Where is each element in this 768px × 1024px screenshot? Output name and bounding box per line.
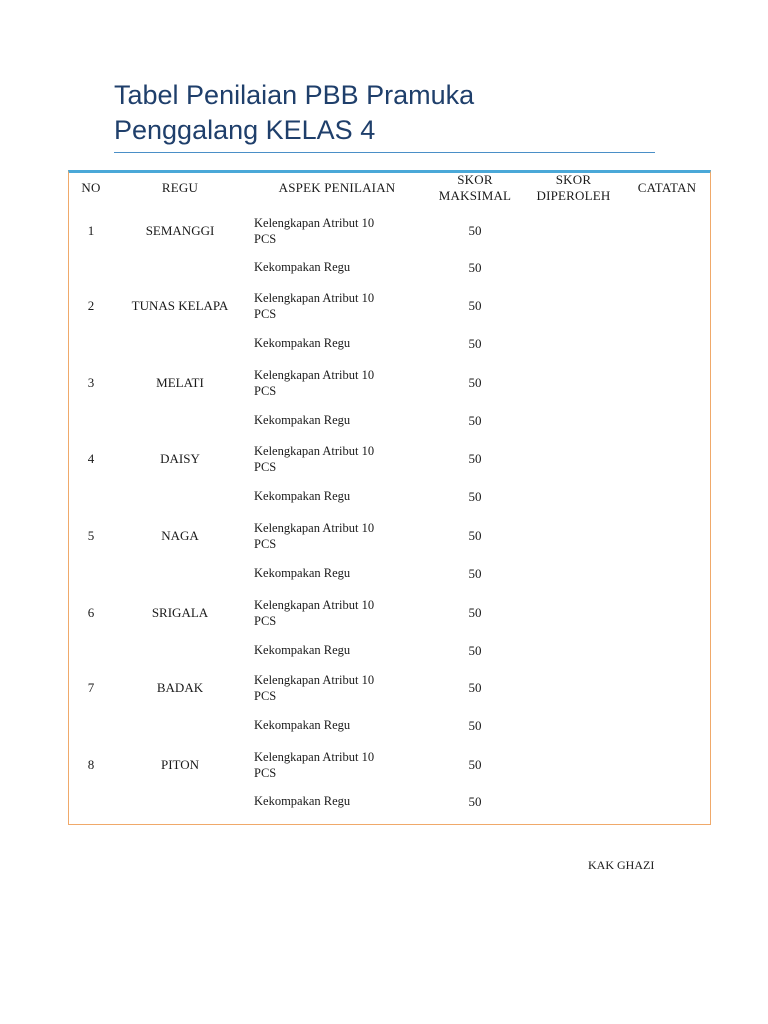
row-aspek-atribut-line1: Kelengkapan Atribut 10 xyxy=(254,444,375,458)
row-aspek-atribut-line2: PCS xyxy=(254,460,277,474)
row-skor-maksimal: 50 xyxy=(468,643,482,658)
row-aspek-atribut-line2: PCS xyxy=(254,537,277,551)
row-skor-maksimal: 50 xyxy=(468,413,482,428)
row-no: 7 xyxy=(87,680,95,695)
row-skor-maksimal: 50 xyxy=(468,451,482,466)
row-skor-maksimal: 50 xyxy=(468,298,482,313)
header-skor-diperoleh-line2: DIPEROLEH xyxy=(536,188,611,203)
row-skor-maksimal: 50 xyxy=(468,375,482,390)
row-aspek-atribut-line1: Kelengkapan Atribut 10 xyxy=(254,216,375,230)
row-aspek-atribut-line2: PCS xyxy=(254,307,277,321)
row-regu: TUNAS KELAPA xyxy=(131,298,229,313)
row-regu: NAGA xyxy=(161,528,199,543)
header-regu: REGU xyxy=(161,180,199,195)
row-aspek-kekompakan: Kekompakan Regu xyxy=(254,643,351,657)
row-skor-maksimal: 50 xyxy=(468,489,482,504)
row-regu: DAISY xyxy=(160,451,200,466)
header-skor-diperoleh-line1: SKOR xyxy=(555,172,592,187)
row-no: 8 xyxy=(87,757,95,772)
header-skor-diperoleh xyxy=(526,172,621,204)
row-aspek-atribut-line2: PCS xyxy=(254,232,277,246)
row-aspek-atribut-line2: PCS xyxy=(254,766,277,780)
title-underline xyxy=(114,152,655,153)
row-aspek-atribut-line1: Kelengkapan Atribut 10 xyxy=(254,521,375,535)
row-no: 6 xyxy=(87,605,95,620)
row-no: 4 xyxy=(87,451,95,466)
row-skor-maksimal: 50 xyxy=(468,718,482,733)
row-regu: PITON xyxy=(160,757,200,772)
header-catatan: CATATAN xyxy=(637,180,697,195)
header-skor-maksimal xyxy=(430,172,520,204)
row-aspek-kekompakan: Kekompakan Regu xyxy=(254,489,351,503)
row-no: 3 xyxy=(87,375,95,390)
row-aspek-atribut-line1: Kelengkapan Atribut 10 xyxy=(254,291,375,305)
row-skor-maksimal: 50 xyxy=(468,794,482,809)
row-skor-maksimal: 50 xyxy=(468,757,482,772)
header-skor-maksimal-line1: SKOR xyxy=(457,172,493,187)
page-title xyxy=(114,78,674,148)
row-skor-maksimal: 50 xyxy=(468,528,482,543)
row-aspek-kekompakan: Kekompakan Regu xyxy=(254,413,351,427)
row-aspek-atribut-line1: Kelengkapan Atribut 10 xyxy=(254,598,375,612)
signature: KAK GHAZI xyxy=(588,858,655,872)
row-aspek-kekompakan: Kekompakan Regu xyxy=(254,336,351,350)
header-skor-maksimal-line2: MAKSIMAL xyxy=(438,188,512,203)
row-aspek-kekompakan: Kekompakan Regu xyxy=(254,794,351,808)
row-aspek-atribut-line2: PCS xyxy=(254,384,277,398)
row-aspek-kekompakan: Kekompakan Regu xyxy=(254,718,351,732)
row-aspek-atribut-line1: Kelengkapan Atribut 10 xyxy=(254,673,375,687)
row-skor-maksimal: 50 xyxy=(468,680,482,695)
row-aspek-atribut-line1: Kelengkapan Atribut 10 xyxy=(254,750,375,764)
row-aspek-atribut-line2: PCS xyxy=(254,689,277,703)
row-no: 2 xyxy=(87,298,95,313)
row-no: 5 xyxy=(87,528,95,543)
row-aspek-atribut-line2: PCS xyxy=(254,614,277,628)
row-skor-maksimal: 50 xyxy=(468,336,482,351)
row-aspek-kekompakan: Kekompakan Regu xyxy=(254,566,351,580)
row-no: 1 xyxy=(87,223,95,238)
row-regu: BADAK xyxy=(156,680,204,695)
header-no: NO xyxy=(81,180,101,195)
title-line-2: Penggalang KELAS 4 xyxy=(114,115,376,145)
row-skor-maksimal: 50 xyxy=(468,260,482,275)
row-skor-maksimal: 50 xyxy=(468,566,482,581)
header-aspek: ASPEK PENILAIAN xyxy=(278,180,396,195)
row-regu: SRIGALA xyxy=(151,605,209,620)
row-regu: SEMANGGI xyxy=(145,223,215,238)
row-aspek-atribut-line1: Kelengkapan Atribut 10 xyxy=(254,368,375,382)
row-aspek-kekompakan: Kekompakan Regu xyxy=(254,260,351,274)
row-regu: MELATI xyxy=(156,375,204,390)
title-line-1: Tabel Penilaian PBB Pramuka xyxy=(114,80,475,110)
row-skor-maksimal: 50 xyxy=(468,223,482,238)
row-skor-maksimal: 50 xyxy=(468,605,482,620)
